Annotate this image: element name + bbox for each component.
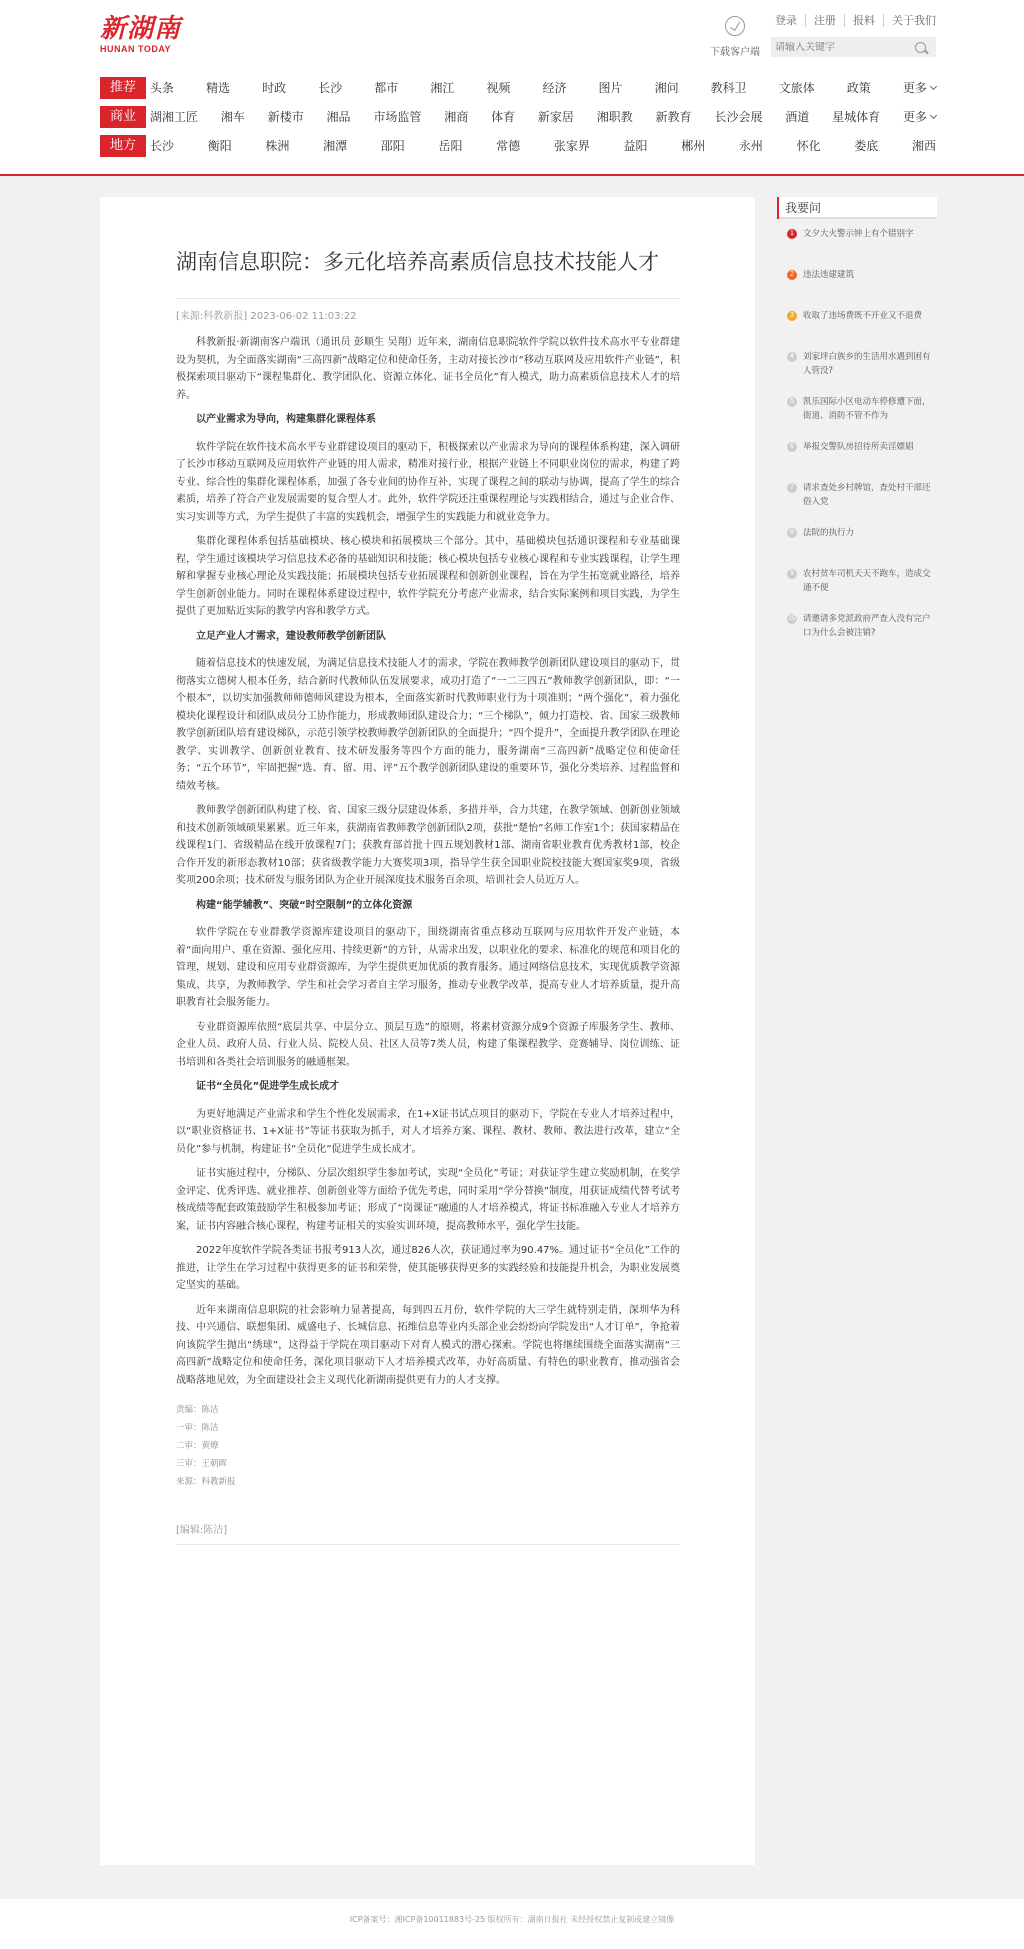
nav-item[interactable]: 长沙 [150, 139, 175, 153]
nav-item[interactable]: 湖湘工匠 [150, 110, 199, 124]
rank-badge: 10 [788, 615, 796, 622]
article-paragraph: 软件学院在软件技术高水平专业群建设项目的驱动下，积极探索以产业需求为导向的课程体系构建，深入调研了长沙市移动互联网及应用软件产业链的用人需求，精准对接行业，根据产业链上不同职业岗位的需求，构建了跨专业、综合性的集群化课程体系，加强了各专业间的协作互补，实现了课程之间的联动与协调，提高了学生的综合素质，培养了符合产业发展需要的复合型人才。此外，软件学院还注重课程理论与实践相结合，通过与企业合作、实习实训等方式，为学生提供了丰富的实践机会，增强学生的实践能力和就业竞争力。 [176, 441, 680, 523]
nav-more-dropdown[interactable]: 更多 [903, 106, 936, 128]
logo-english: HUNAN TODAY [100, 44, 172, 54]
nav-item[interactable]: 湘品 [326, 110, 351, 124]
nav-item[interactable]: 常德 [496, 139, 521, 153]
ask-item-text: 举报交警队房招待所卖淫嫖娼 [803, 442, 914, 452]
section-heading: 立足产业人才需求，建设教师教学创新团队 [196, 630, 386, 642]
search-icon[interactable] [915, 42, 926, 53]
nav-item[interactable]: 新教育 [655, 110, 692, 124]
nav-item[interactable]: 岳阳 [438, 139, 463, 153]
nav-item[interactable]: 新楼市 [267, 110, 304, 124]
top-links [767, 14, 936, 27]
article-paragraph: 集群化课程体系包括基础模块、核心模块和拓展模块三个部分。其中，基础模块包括通识课程和专业基础课程，学生通过该模块学习信息技术必备的基础知识和技能；核心模块包括专业核心课程和专业实践课程，让学生理解和掌握专业核心理论及实践技能；拓展模块包括专业拓展课程和创新创业课程，旨在为学生拓宽就业路径，培养学生创新创业能力。同时在课程体系建设过程中，软件学院充分考虑产业需求，结合实际案例和项目实践，为学生提供了更加贴近实际的教学内容和教学方式。 [176, 536, 680, 617]
article-paragraph: 教师教学创新团队构建了校、省、国家三级分层建设体系，多措并举，合力共建，在教学领域、创新创业领域和技术创新领域硕果累累。近三年来，获湖南省教师教学创新团队2项，获批“楚怡”名师工作室1个；获国家精品在线课程1门、省级精品在线开放课程7门；获教育部首批十四五规划教材1部、湖南省职业教育优秀教材1部，校企合作开发的新形态教材10部；获省级教学能力大赛奖项3项，指导学生获全国职业院校技能大赛国家奖9项，省级奖项200余项；技术研发与服务团队为企业开展深度技术服务百余项，培训社会人员近万人。 [176, 805, 680, 886]
nav-item[interactable]: 株洲 [265, 139, 290, 153]
ask-list-item[interactable] [777, 260, 937, 301]
nav-label-business[interactable]: 商业 [100, 106, 146, 128]
nav-item[interactable]: 湘西 [911, 139, 936, 153]
credit-line: 三审：王朝晖 [176, 1459, 228, 1469]
credit-line: 二审：黄燎 [176, 1441, 219, 1451]
site-footer: ICP备案号：湘ICP备10011883号-25 版权所有：湖南日报社 未经授权禁止复制或建立镜像 [0, 1899, 1024, 1949]
nav-item[interactable]: 时政 [262, 81, 287, 95]
rank-badge: 9 [787, 569, 797, 579]
article-title: 湖南信息职院：多元化培养高素质信息技术技能人才 [176, 250, 659, 274]
nav-row-business [100, 106, 936, 128]
article-paragraph: 科教新报·新湖南客户端讯（通讯员 彭顺生 吴翔）近年来，湖南信息职院软件学院以软件技术高水平专业群建设为契机，为全面落实湖南“三高四新”战略定位和使命任务，主动对接长沙市“移动互联网及应用软件产业链”，积极探索项目驱动下“课程集群化、教学团队化、资源立体化、证书全员化”育人模式，助力高素质信息技术人才的培养。 [176, 337, 680, 401]
ask-list-item[interactable] [777, 518, 937, 559]
credit-line: 一审：陈洁 [176, 1423, 219, 1433]
nav-item[interactable]: 经济 [542, 81, 567, 95]
logo-chinese: 新湖南 [100, 14, 182, 44]
rank-badge: 8 [787, 528, 797, 538]
article-meta: [来源:科教新报] 2023-06-02 11:03:22 [176, 298, 680, 322]
ask-item-text: 刘家坪白族乡的生活用水遇到困有人管没? [803, 352, 931, 376]
download-client-label: 下载客户端 [710, 47, 760, 58]
ask-item-text: 农村贫车司机天天不跑车，造成交通不便 [803, 569, 931, 593]
nav-item[interactable]: 怀化 [796, 139, 821, 153]
nav-item[interactable]: 长沙会展 [714, 110, 763, 124]
nav-item[interactable]: 郴州 [681, 139, 706, 153]
nav-item[interactable]: 都市 [374, 81, 399, 95]
nav-item[interactable]: 益阳 [623, 139, 648, 153]
nav-item[interactable]: 新家居 [537, 110, 574, 124]
nav-item[interactable]: 湘车 [220, 110, 245, 124]
credit-line: 来源：科教新报 [176, 1477, 236, 1487]
rank-badge: 4 [787, 352, 797, 362]
article-card [100, 197, 755, 1865]
nav-item[interactable]: 湘问 [654, 81, 679, 95]
nav-item[interactable]: 永州 [738, 139, 763, 153]
nav-item[interactable]: 湘职教 [596, 110, 633, 124]
editor-credits [176, 1401, 680, 1491]
ask-item-text: 收取了违场费既不开业又不退费 [803, 311, 923, 321]
ask-item-text: 凯乐国际小区电动车停修遭下面，街道、消防不管不作为 [803, 397, 931, 421]
article-paragraph: 随着信息技术的快速发展，为满足信息技术技能人才的需求，学院在教师教学创新团队建设项目的驱动下，贯彻落实立德树人根本任务，结合新时代教师队伍发展要求，成功打造了“一二三四五”教师教学创新团队，即：“一个根本”，以切实加强教师师德师风建设为根本，全面落实新时代教师职业行为十项准则；“两个强化”，着力强化模块化课程设计和团队成员分工协作能力，形成教师团队建设合力；“三个梯队”，倾力打造校、省、国家三级教师教学创新团队培育建设梯队，示范引领学校教师教学创新团队的全面提升；“四个提升”，全面提升教学团队在理论教学、实训教学、创新创业教育、技术研发服务等四个方面的能力，服务湖南“三高四新”战略定位和使命任务；“五个环节”，牢固把握“选、育、留、用、评”五个教学创新团队建设的重要环节，强化分类培养、过程监督和绩效考核。 [176, 658, 680, 792]
article-paragraph: 为更好地满足产业需求和学生个性化发展需求，在1+X证书试点项目的驱动下，学院在专业人才培养过程中，以“职业资格证书、1+X证书”等证书获取为抓手，对人才培养方案、课程、教材、教师、教法进行改革，建立“全员化”参与机制，构建证书“全员化”促进学生成长成才。 [176, 1108, 680, 1155]
section-heading: 以产业需求为导向，构建集群化课程体系 [196, 414, 376, 425]
nav-item[interactable]: 娄底 [854, 139, 879, 153]
download-client-button[interactable] [705, 14, 765, 58]
credit-line: 责编：陈洁 [176, 1405, 219, 1415]
ask-list-item[interactable] [777, 604, 937, 649]
nav-item[interactable]: 张家界 [553, 139, 590, 153]
ask-list [777, 219, 937, 649]
nav-label-local[interactable]: 地方 [100, 135, 146, 157]
ask-list-item[interactable] [777, 473, 937, 518]
rank-badge: 5 [787, 397, 797, 407]
nav-item[interactable]: 长沙 [318, 81, 343, 95]
ask-item-text: 法院的执行力 [803, 528, 855, 538]
section-heading: 构建“能学辅教”、突破“时空限制”的立体化资源 [196, 899, 413, 911]
login-link[interactable]: 登录 [767, 14, 806, 27]
nav-item[interactable]: 视频 [486, 81, 511, 95]
nav-item[interactable]: 精选 [206, 81, 231, 95]
ask-list-item[interactable] [777, 559, 937, 604]
article-paragraph: 近年来湖南信息职院的社会影响力显著提高，每到四五月份，软件学院的大三学生就特别走俏，深圳华为科技、中兴通信、联想集团、威盛电子、长城信息、拓维信息等业内头部企业会纷纷向学院发出“人才订单”，争抢着向该院学生抛出“绣球”，这得益于学院在项目驱动下对育人模式的潜心探索。学院也将继续围绕全面落实湖南“三高四新”战略定位和使命任务，深化项目驱动下人才培养模式改革，办好高质量、有特色的职业教育，推动强省会战略落地见效，为全面建设社会主义现代化新湖南提供更有力的人才支撑。 [176, 1304, 680, 1386]
search-box [771, 37, 936, 57]
article-paragraph: 证书实施过程中，分梯队、分层次组织学生参加考试，实现“全员化”考证；对获证学生建立奖励机制，在奖学金评定、优秀评选、就业推荐、创新创业等方面给予优先考虑，同时采用“学分替换”制度，用获证成绩代替考试考核成绩等配套政策鼓励学生积极参加考证；形成了“岗课证”融通的人才培养模式，将证书标准融入专业人才培养方案，证书内容融合核心课程，构建考证相关的实验实训环境，提高教师水平，强化学生技能。 [176, 1168, 680, 1232]
nav-item[interactable]: 湘商 [444, 110, 469, 124]
ask-item-text: 文夕大火警示钟上有个错别字 [803, 229, 914, 239]
article-editor: [编辑:陈洁] [176, 1521, 680, 1545]
rank-badge: 6 [787, 442, 797, 452]
article-paragraph: 软件学院在专业群教学资源库建设项目的驱动下，围绕湖南省重点移动互联网与应用软件开发产业链，本着“面向用户、重在资源、强化应用、持续更新”的方针，从需求出发，以职业化的要求、标准化的规范和项目化的管理，规划、建设和应用专业群资源库，为学生提供更加优质的教育服务。通过网络信息技术，实现优质教学资源集成、共享，为教师教学、学生和社会学习者自主学习服务，推动专业教学改革，提高专业人才培养质量，提升高职教育社会服务能力。 [176, 927, 680, 1008]
nav-label-recommend[interactable]: 推荐 [100, 77, 146, 99]
nav-item[interactable]: 市场监管 [373, 110, 422, 124]
site-logo[interactable] [100, 14, 200, 64]
nav-item[interactable]: 教科卫 [710, 81, 747, 95]
nav-item[interactable]: 湘潭 [323, 139, 348, 153]
nav-item[interactable]: 湘江 [430, 81, 455, 95]
rank-badge: 2 [787, 270, 797, 280]
nav-item[interactable]: 政策 [846, 81, 871, 95]
nav-item[interactable]: 图片 [598, 81, 623, 95]
nav-row-local [100, 135, 936, 157]
article-paragraph: 2022年度软件学院各类证书报考913人次，通过826人次，获证通过率为90.47%。通过证书“全员化”工作的推进，让学生在学习过程中获得更多的证书和荣誉，使其能够获得更多的实践经验和技能提升机会，为职业发展奠定坚实的基础。 [176, 1245, 680, 1291]
site-header [0, 0, 1024, 176]
article-body [176, 334, 680, 1389]
nav-item[interactable]: 头条 [150, 81, 175, 95]
nav-item[interactable]: 星城体育 [832, 110, 881, 124]
ask-list-item[interactable] [777, 342, 937, 387]
rank-badge: 7 [787, 483, 797, 493]
report-link[interactable]: 报料 [845, 14, 884, 27]
nav-item[interactable]: 邵阳 [380, 139, 405, 153]
register-link[interactable]: 注册 [806, 14, 845, 27]
download-app-icon [725, 16, 745, 36]
ask-item-text: 请邀请多党派政府严查入没有完户口为什么会被注销? [803, 614, 931, 638]
ask-list-item[interactable] [777, 387, 937, 432]
nav-item[interactable]: 文旅体 [778, 81, 815, 95]
nav-item[interactable]: 酒道 [785, 110, 810, 124]
rank-badge: 1 [787, 229, 797, 239]
nav-more-dropdown[interactable]: 更多 [903, 77, 936, 99]
ask-list-item[interactable] [777, 432, 937, 473]
ask-item-text: 请求查处乡村牌馆，查处村干部还俗入党 [803, 483, 931, 507]
nav-row-recommend [100, 77, 936, 99]
nav-item[interactable]: 体育 [491, 110, 516, 124]
ask-item-text: 违法违建建筑 [803, 270, 855, 280]
section-heading: 证书“全员化”促进学生成长成才 [196, 1081, 340, 1092]
sidebar-title: 我要问 [777, 197, 937, 219]
sidebar-ask [777, 197, 937, 649]
rank-badge: 3 [787, 311, 797, 321]
about-link[interactable]: 关于我们 [892, 14, 936, 27]
search-input[interactable] [771, 42, 911, 53]
nav-item[interactable]: 衡阳 [207, 139, 232, 153]
ask-list-item[interactable] [777, 219, 937, 260]
ask-list-item[interactable] [777, 301, 937, 342]
article-paragraph: 专业群资源库依照“底层共享、中层分立、顶层互选”的原则，将素材资源分成9个资源子库服务学生、教师、企业人员、政府人员、行业人员、院校人员、社区人员等7类人员，构建了集课程教学、竞赛辅导、岗位训练、证书培训和各类社会培训服务的融通框架。 [176, 1021, 680, 1068]
